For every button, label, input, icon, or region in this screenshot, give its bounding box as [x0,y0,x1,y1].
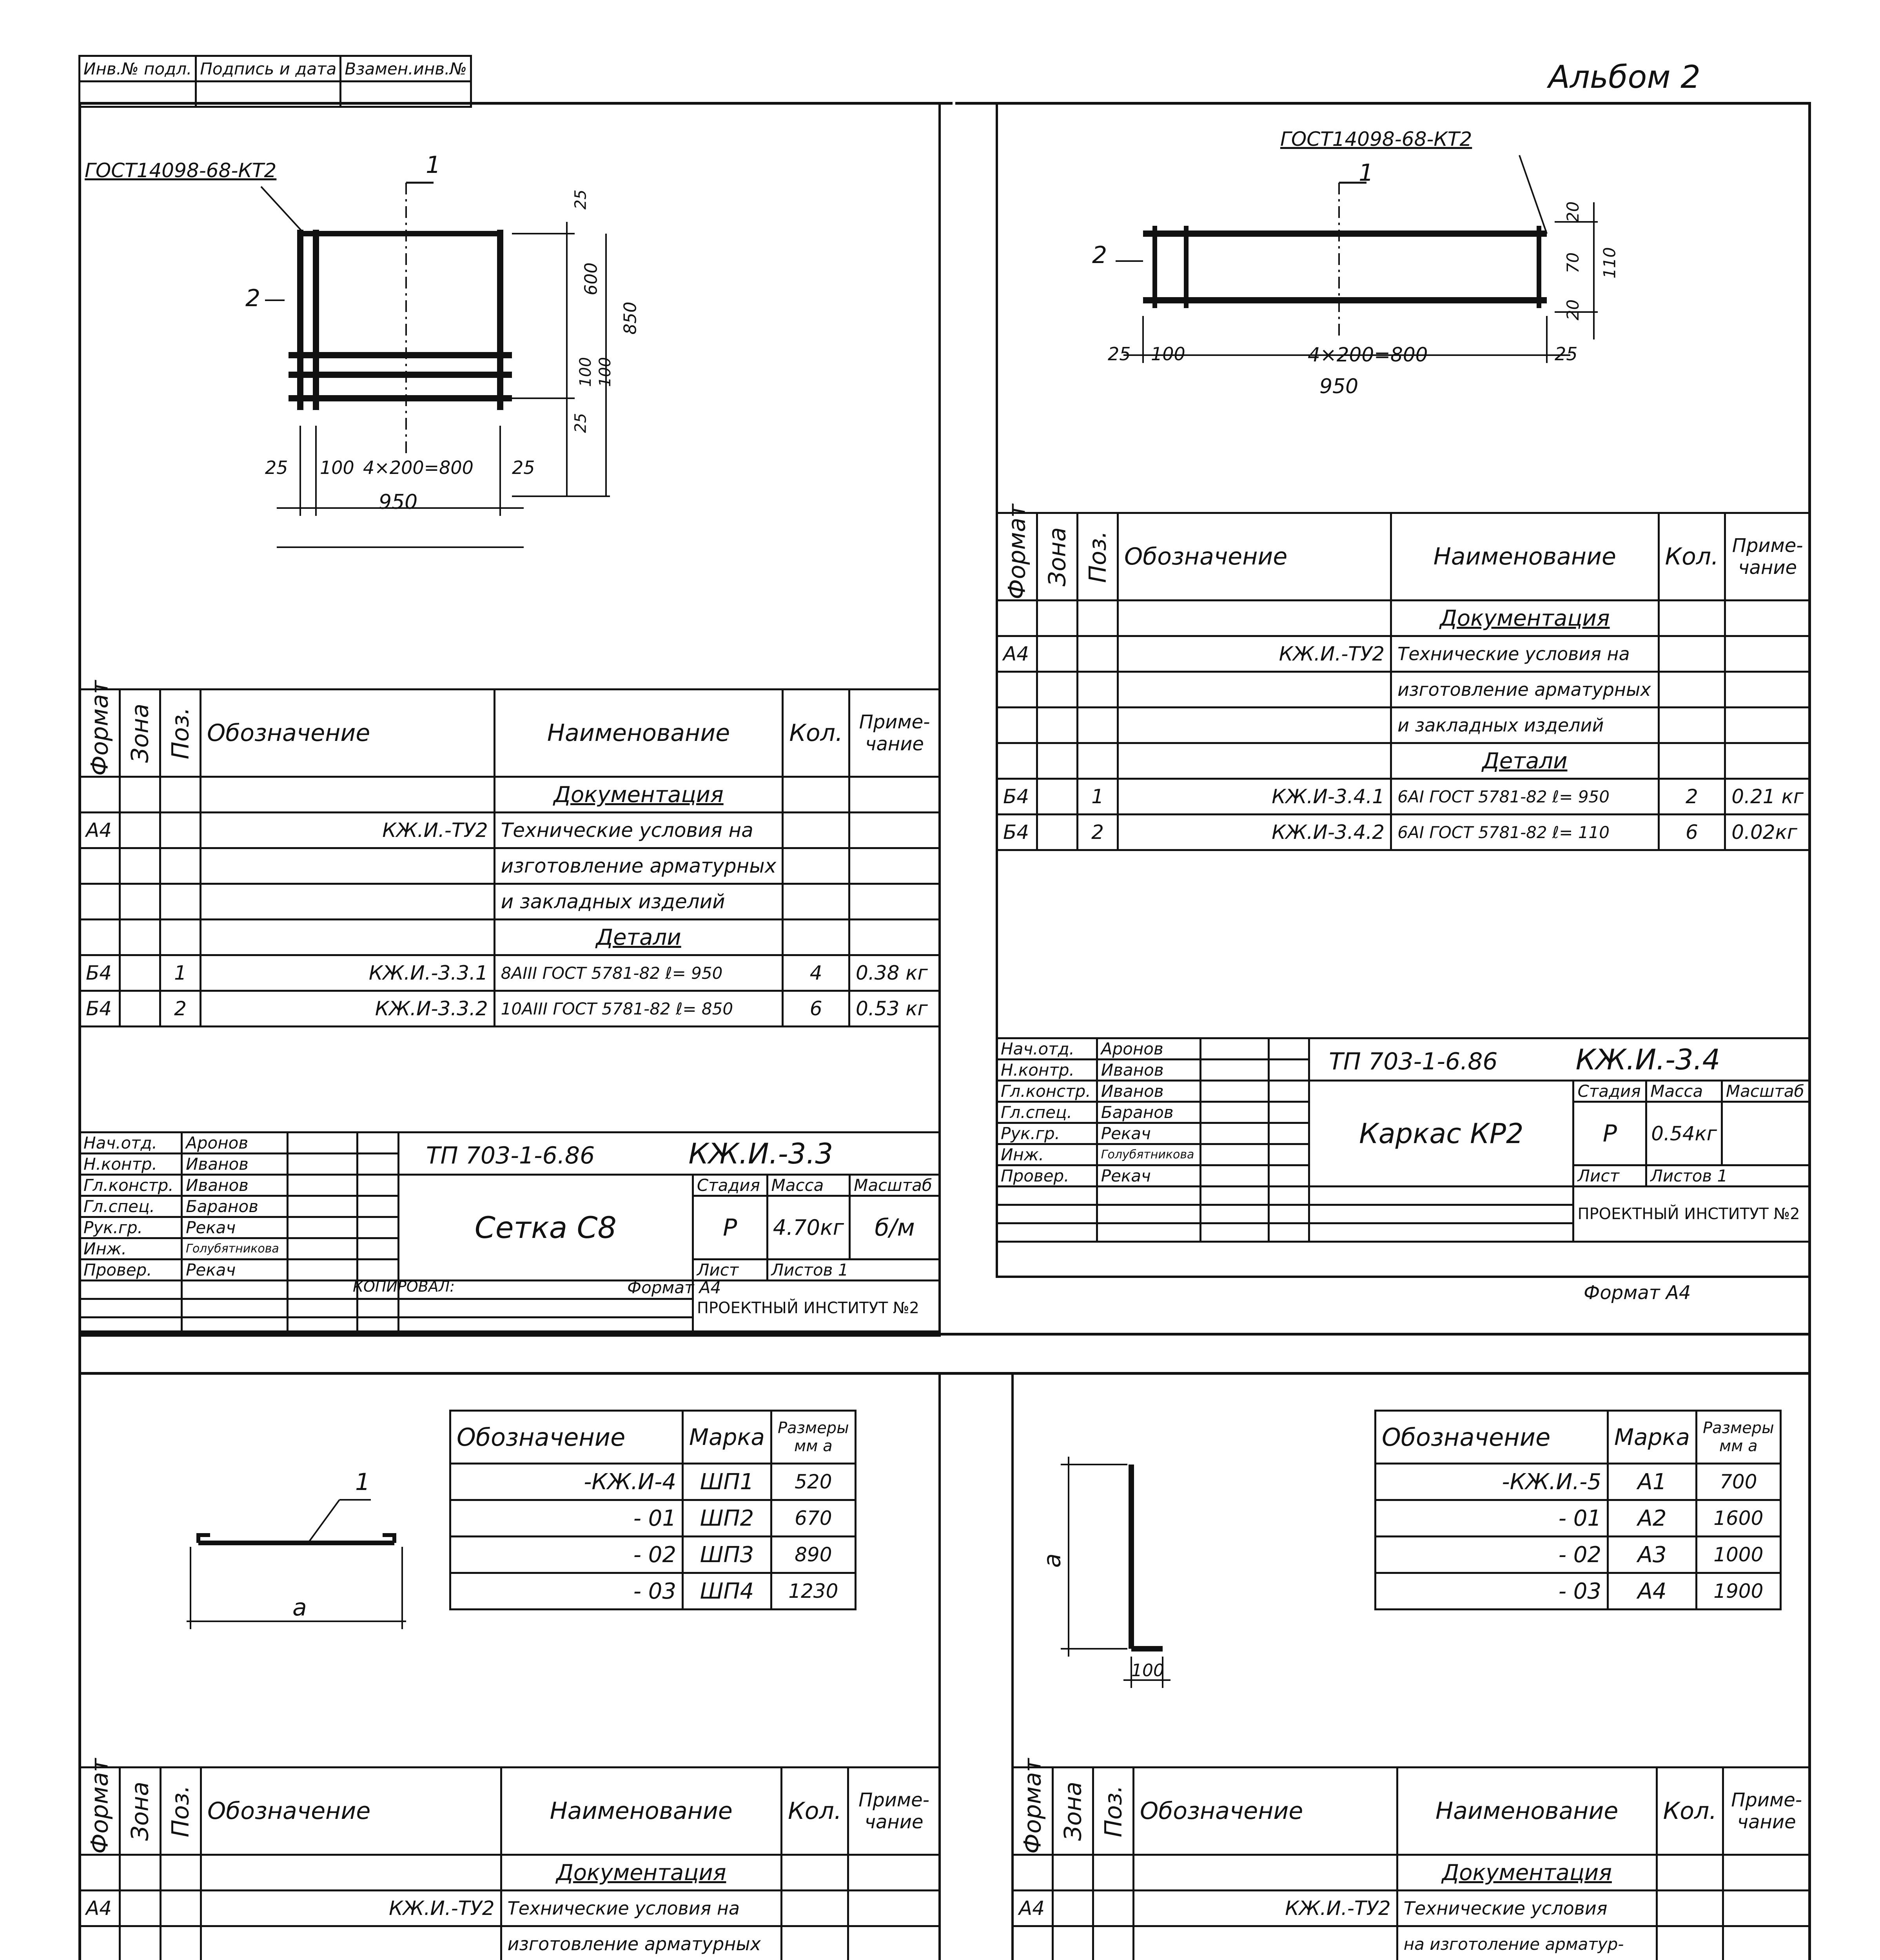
table-cell: изготовление арматурных [1391,672,1659,708]
table-cell: Детали [1391,743,1659,779]
table-cell: Масса [1646,1081,1722,1102]
table-cell: Лист [1573,1165,1646,1187]
col-format: Формат [80,690,120,777]
dim-label: 70 [1563,252,1583,274]
format-label: Формат А4 [1584,1282,1691,1304]
stage-header: Стадия [693,1175,767,1196]
table-cell: КЖ.И.-3.3.1 [201,955,495,991]
col-designation: Обозначение [201,690,495,777]
panel-shpilka-vertical [1011,1372,1811,1960]
table-cell: Кол. [1657,1768,1723,1855]
stage-value: Р [1573,1102,1646,1165]
table-cell: -КЖ.И.-5 [1376,1464,1608,1500]
panel-setka-c8 [78,102,941,1333]
table-cell: Б4 [80,955,120,991]
archive-cell: Инв.№ подл. [80,56,196,82]
table-cell: Рекач [1097,1123,1200,1144]
table-cell: Марка [1608,1411,1697,1464]
table-cell: Баранов [1097,1102,1200,1123]
table-cell: 6 [1659,815,1725,850]
table-cell: 1 [1078,779,1118,815]
table-row [1376,1464,1781,1500]
table-cell: Н.контр. [997,1060,1097,1081]
table-cell: 6АI ГОСТ 5781-82 ℓ= 950 [1391,779,1659,815]
table-cell: 0.21 кг [1725,779,1810,815]
project-code: ТП 703-1-6.86 [426,1142,595,1169]
dim-label: 25 [572,189,590,210]
table-row [450,1573,856,1610]
table-cell: А4 [80,1891,120,1926]
dim-label: 25 [512,457,535,478]
table-cell: 4 [783,955,849,991]
archive-cell: Взамен.инв.№ [341,56,471,82]
table-cell: А3 [1608,1537,1697,1573]
table-cell: Инж. [80,1238,182,1259]
dim-a-label: a [292,1594,307,1621]
table-cell: КЖ.И.-ТУ2 [1118,636,1391,672]
table-row [80,955,940,991]
table-cell: на изготоление арматур- [1397,1926,1657,1960]
dim-label: 25 [1555,343,1578,365]
mass-header: Масса [767,1175,850,1196]
table-cell: Иванов [1097,1060,1200,1081]
table-cell: Документация [1397,1855,1657,1891]
col-designation: Обозначение [450,1411,683,1464]
table-cell: 6 [783,991,849,1027]
table-cell: Технические условия на [501,1891,781,1926]
table-cell: Приме-чание [848,1768,940,1855]
table-cell: 1600 [1696,1500,1780,1537]
table-cell: Б4 [997,779,1037,815]
table-cell: Иванов [182,1175,287,1196]
spec-table [78,1758,941,1960]
dim-label: 100 [596,357,615,387]
table-cell: Провер. [80,1259,182,1281]
table-cell: 1000 [1696,1537,1780,1573]
table-cell: А4 [1608,1573,1697,1610]
table-row [997,815,1810,850]
drawing-title: Сетка С8 [398,1175,693,1281]
table-cell: ШП1 [683,1464,771,1500]
table-cell: КЖ.И.-ТУ2 [201,813,495,848]
table-cell: Листов 1 [1646,1165,1810,1187]
table-cell: -КЖ.И-4 [450,1464,683,1500]
table-row [450,1500,856,1537]
table-cell: Поз. [1093,1768,1134,1855]
title-block [78,1131,941,1337]
mass-value: 4.70кг [767,1196,850,1259]
stage-value: Р [693,1196,767,1259]
institute: ПРОЕКТНЫЙ ИНСТИТУТ №2 [1573,1187,1810,1242]
table-cell: 8АIII ГОСТ 5781-82 ℓ= 950 [494,955,783,991]
table-row [997,636,1810,672]
table-cell: Голубятникова [182,1238,287,1259]
table-cell: А4 [1013,1891,1053,1926]
col-note: Приме-чание [849,690,940,777]
table-cell: Иванов [182,1154,287,1175]
table-cell: КЖ.И-3.4.2 [1118,815,1391,850]
table-row [80,884,940,920]
table-row [1376,1500,1781,1537]
table-row [80,991,940,1027]
table-cell: 2 [1078,815,1118,850]
scale-value [1722,1102,1810,1165]
table-cell: Приме-чание [1725,513,1810,601]
table-cell: 2 [1659,779,1725,815]
table-cell: Кол. [781,1768,848,1855]
table-cell: ШП2 [683,1500,771,1537]
dim-label: 100 [1151,343,1185,365]
sheets-header: Листов 1 [767,1259,940,1281]
archive-cell: Подпись и дата [196,56,341,82]
table-cell: Кол. [1659,513,1725,601]
dim-a-label: a [1038,1553,1066,1568]
table-cell: Документация [501,1855,781,1891]
table-cell: Гл.констр. [80,1175,182,1196]
table-cell: Размеры мм a [1696,1411,1780,1464]
table-row [997,779,1810,815]
institute: ПРОЕКТНЫЙ ИНСТИТУТ №2 [693,1281,940,1336]
table-cell [849,813,940,848]
scale-value: б/м [850,1196,940,1259]
table-cell: Технические условия [1397,1891,1657,1926]
table-cell: 890 [771,1537,855,1573]
table-cell: Рук.гр. [997,1123,1097,1144]
table-cell: Рекач [182,1217,287,1238]
table-cell: Документация [1391,601,1659,636]
table-cell: ШП3 [683,1537,771,1573]
table-cell: Стадия [1573,1081,1646,1102]
table-cell: Формат [80,1768,120,1855]
table-cell: 520 [771,1464,855,1500]
table-cell: Гл.спец. [80,1196,182,1217]
table-cell: - 02 [1376,1537,1608,1573]
gost-label: ГОСТ14098-68-КТ2 [1280,128,1472,151]
position-1-label: 1 [355,1468,370,1496]
stamp-name: Аронов [182,1132,287,1154]
table-cell: 0.02кг [1725,815,1810,850]
table-cell: 670 [771,1500,855,1537]
position-2-label: 2 [1092,241,1107,269]
dim-label: 25 [572,413,590,433]
section-details: Детали [494,920,783,955]
panel-shpilka-horizontal [78,1372,941,1960]
scale-header: Масштаб [850,1175,940,1196]
table-cell: и закладных изделий [1391,708,1659,743]
table-cell: КЖ.И-3.3.2 [201,991,495,1027]
table-cell: 0.53 кг [849,991,940,1027]
col-mark: Марка [683,1411,771,1464]
dim-label: 100 [320,457,354,478]
table-cell: и закладных изделий [494,884,783,920]
spec-table [996,504,1811,851]
panel-karkas-kp2 [996,102,1811,1278]
table-cell: Обозначение [1376,1411,1608,1464]
table-cell: Б4 [80,991,120,1027]
table-row [1013,1926,1810,1960]
marks-table [449,1410,857,1610]
dim-label: 950 [1319,375,1359,398]
dim-label: 950 [379,490,418,514]
drawing-title: Каркас КР2 [1309,1081,1573,1187]
table-cell: 1 [160,955,201,991]
title-block [996,1037,1811,1243]
album-label: Альбом 2 [1548,59,1700,95]
position-1-label: 1 [1359,159,1374,187]
table-cell: Провер. [997,1165,1097,1187]
dim-label: 25 [265,457,288,478]
project-code: ТП 703-1-6.86 [1329,1047,1498,1075]
table-cell: Обозначение [1118,513,1391,601]
table-row [997,672,1810,708]
marks-table [1374,1410,1782,1610]
dim-label: 4×200=800 [1308,343,1428,366]
table-cell: 10АIII ГОСТ 5781-82 ℓ= 850 [494,991,783,1027]
pin-drawing [81,1374,512,1688]
table-cell: Нач.отд. [997,1038,1097,1060]
table-cell: А4 [80,813,120,848]
table-row [1376,1537,1781,1573]
table-cell: Гл.констр. [997,1081,1097,1102]
drawing-code: КЖ.И.-3.3 [688,1137,833,1170]
table-cell: Масштаб [1722,1081,1810,1102]
table-cell: Рекач [1097,1165,1200,1187]
col-zone: Зона [120,690,160,777]
table-row [997,708,1810,743]
stamp-role: Нач.отд. [80,1132,182,1154]
dim-label: 4×200=800 [363,457,474,478]
table-cell: Приме-чание [1723,1768,1810,1855]
table-cell: изготовление арматурных [494,848,783,884]
table-cell: ШП4 [683,1573,771,1610]
table-row [80,1926,940,1960]
table-cell: 6АI ГОСТ 5781-82 ℓ= 110 [1391,815,1659,850]
position-2-label: 2 [245,285,261,312]
table-cell: Наименование [1397,1768,1657,1855]
gost-label: ГОСТ14098-68-КТ2 [85,159,277,182]
table-row [80,1891,940,1926]
dim-100-label: 100 [1131,1661,1164,1681]
table-cell: Инж. [997,1144,1097,1165]
table-cell: 1900 [1696,1573,1780,1610]
table-cell: КЖ.И.-ТУ2 [201,1891,501,1926]
table-cell: Б4 [997,815,1037,850]
table-cell: А4 [997,636,1037,672]
col-name: Наименование [494,690,783,777]
table-row [1013,1891,1810,1926]
table-cell: - 03 [450,1573,683,1610]
table-cell: Формат [997,513,1037,601]
table-cell: - 03 [1376,1573,1608,1610]
table-cell [783,813,849,848]
table-cell: - 01 [450,1500,683,1537]
dim-label: 850 [620,301,641,335]
table-cell: Аронов [1097,1038,1200,1060]
col-qty: Кол. [783,690,849,777]
mass-value: 0.54кг [1646,1102,1722,1165]
table-cell: Иванов [1097,1081,1200,1102]
table-cell: Наименование [501,1768,781,1855]
position-1-label: 1 [426,151,441,179]
dim-label: 20 [1563,201,1583,223]
dim-label: 600 [581,262,601,296]
col-pos: Поз. [160,690,201,777]
table-cell: Н.контр. [80,1154,182,1175]
col-size: Размеры мм a [771,1411,855,1464]
table-cell: 1230 [771,1573,855,1610]
table-cell: Формат [1013,1768,1053,1855]
table-cell: Рук.гр. [80,1217,182,1238]
dim-label: 100 [577,357,595,387]
table-cell: 700 [1696,1464,1780,1500]
frame-drawing [998,104,1809,418]
table-cell: КЖ.И-3.4.1 [1118,779,1391,815]
dim-label: 20 [1563,299,1583,321]
table-cell: КЖ.И.-ТУ2 [1134,1891,1397,1926]
table-cell: изготовление арматурных [501,1926,781,1960]
table-cell: Обозначение [1134,1768,1397,1855]
table-cell: Поз. [160,1768,201,1855]
spec-table [78,680,941,1027]
table-cell [160,813,201,848]
table-cell: Технические условия на [494,813,783,848]
table-cell: Зона [1053,1768,1093,1855]
table-row [80,813,940,848]
archive-stamp [78,55,472,108]
table-row [450,1537,856,1573]
sheet-header: Лист [693,1259,767,1281]
section-docs: Документация [494,777,783,813]
table-cell: Голубятникова [1097,1144,1200,1165]
table-cell: Зона [1037,513,1078,601]
table-cell: - 01 [1376,1500,1608,1537]
table-cell: 0.38 кг [849,955,940,991]
dim-label: 110 [1600,247,1619,279]
table-cell: Зона [120,1768,160,1855]
table-cell: Гл.спец. [997,1102,1097,1123]
table-cell: Баранов [182,1196,287,1217]
format-label: Формат А4 [627,1278,721,1297]
mesh-drawing [81,104,939,692]
table-cell: А1 [1608,1464,1697,1500]
divider [953,102,955,1333]
table-row [80,848,940,884]
table-cell: Обозначение [201,1768,501,1855]
dim-label: 25 [1108,343,1131,365]
table-cell: Технические условия на [1391,636,1659,672]
copied-label: КОПИРОВАЛ: [353,1278,455,1295]
table-row [450,1464,856,1500]
drawing-code: КЖ.И.-3.4 [1575,1043,1720,1076]
table-cell: А2 [1608,1500,1697,1537]
table-cell: Наименование [1391,513,1659,601]
table-cell: - 02 [450,1537,683,1573]
table-cell: Поз. [1078,513,1118,601]
table-cell: 2 [160,991,201,1027]
table-row [1376,1573,1781,1610]
spec-table [1011,1758,1811,1960]
table-cell: Рекач [182,1259,287,1281]
